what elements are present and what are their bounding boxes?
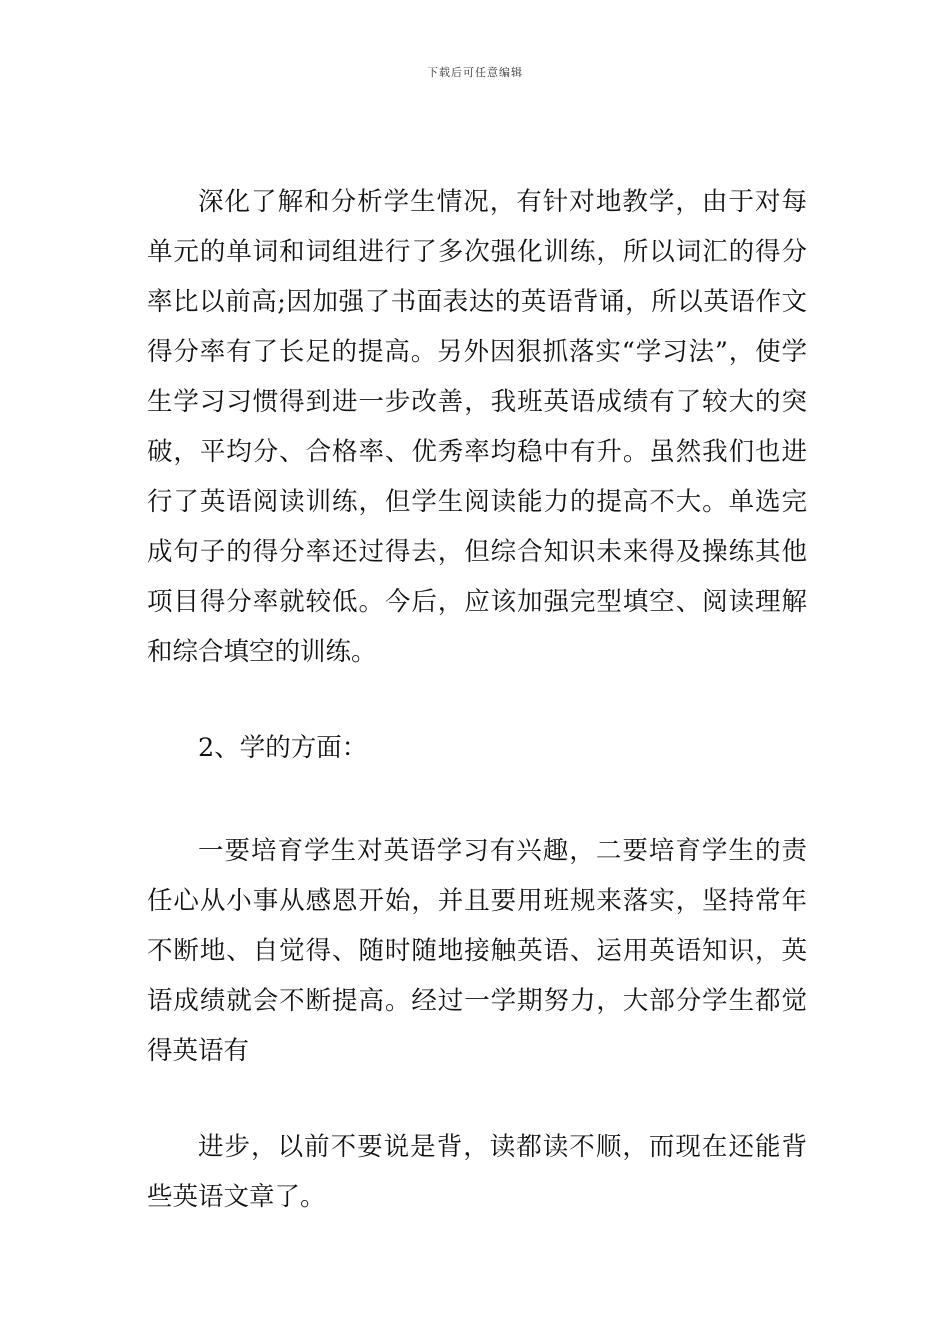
section-heading: 2、学的方面： [198, 733, 368, 763]
body-paragraph: 深化了解和分析学生情况，有针对地教学，由于对每单元的单词和词组进行了多次强化训练，所以词汇的得分率比以前高;因加强了书面表达的英语背诵，所以英语作文得分率有了长足的提高。另外因狠抓落实“学习法”，使学生学习习惯得到进一步改善，我班英语成绩有了较大的突破，平均分、合格率、优秀率均稳中有升。虽然我们也进行了英语阅读训练，但学生阅读能力的提高不大。单选完成句子的得分率还过得去，但综合知识未来得及操练其他项目得分率就较低。今后，应该加强完型填空、阅读理解和综合填空的训练。 [147, 187, 807, 667]
body-paragraph: 进步，以前不要说是背，读都读不顺，而现在还能背些英语文章了。 [147, 1132, 807, 1212]
body-paragraph: 一要培育学生对英语学习有兴趣，二要培育学生的责任心从小事从感恩开始，并且要用班规来落实，坚持常年不断地、自觉得、随时随地接触英语、运用英语知识，英语成绩就会不断提高。经过一学期努力，大部分学生都觉得英语有 [147, 836, 807, 1066]
header-note: 下载后可任意编辑 [427, 66, 523, 79]
